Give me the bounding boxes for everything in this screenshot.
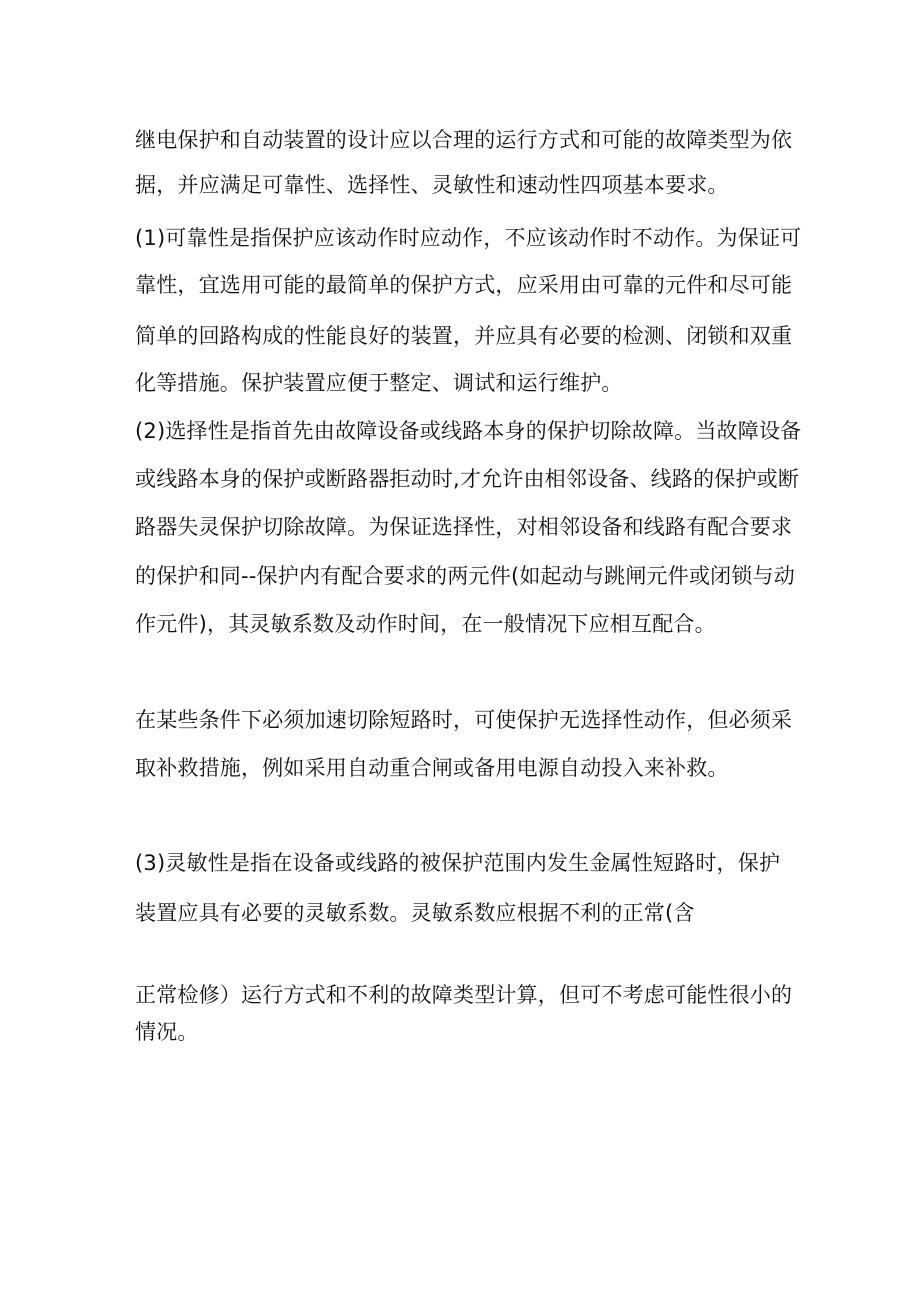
- text-line: 路器失灵保护切除故障。为保证选择性，对相邻设备和线路有配合要求: [135, 515, 793, 539]
- text-line: 的保护和同--保护内有配合要求的两元件(如起动与跳闸元件或闭锁与动: [135, 564, 795, 588]
- text-line: (1)可靠性是指保护应该动作时应动作，不应该动作时不动作。为保证可: [135, 226, 802, 250]
- text-line: 靠性，宜选用可能的最简单的保护方式，应采用由可靠的元件和尽可能: [135, 273, 793, 297]
- text-line: 简单的回路构成的性能良好的装置，并应具有必要的检测、闭锁和双重: [135, 324, 793, 348]
- text-line: (3)灵敏性是指在设备或线路的被保护范围内发生金属性短路时，保护: [135, 851, 781, 875]
- text-line: 情况。: [135, 1020, 199, 1044]
- text-line: 在某些条件下必须加速切除短路时，可使保护无选择性动作，但必须采: [135, 708, 793, 732]
- text-line: 或线路本身的保护或断路器拒动时,才允许由相邻设备、线路的保护或断: [135, 467, 800, 491]
- text-line: 据，并应满足可靠性、选择性、灵敏性和速动性四项基本要求。: [135, 173, 729, 197]
- text-line: 正常检修）运行方式和不利的故障类型计算，但可不考虑可能性很小的: [135, 983, 793, 1007]
- text-line: 装置应具有必要的灵敏系数。灵敏系数应根据不利的正常(含: [135, 901, 695, 925]
- text-line: 化等措施。保护装置应便于整定、调试和运行维护。: [135, 371, 623, 395]
- text-line: 作元件)，其灵敏系数及动作时间，在一般情况下应相互配合。: [135, 612, 716, 636]
- text-line: (2)选择性是指首先由故障设备或线路本身的保护切除故障。当故障设备: [135, 419, 802, 443]
- text-line: 取补救措施，例如采用自动重合闸或备用电源自动投入来补救。: [135, 756, 729, 780]
- text-line: 继电保护和自动装置的设计应以合理的运行方式和可能的故障类型为依: [135, 128, 793, 152]
